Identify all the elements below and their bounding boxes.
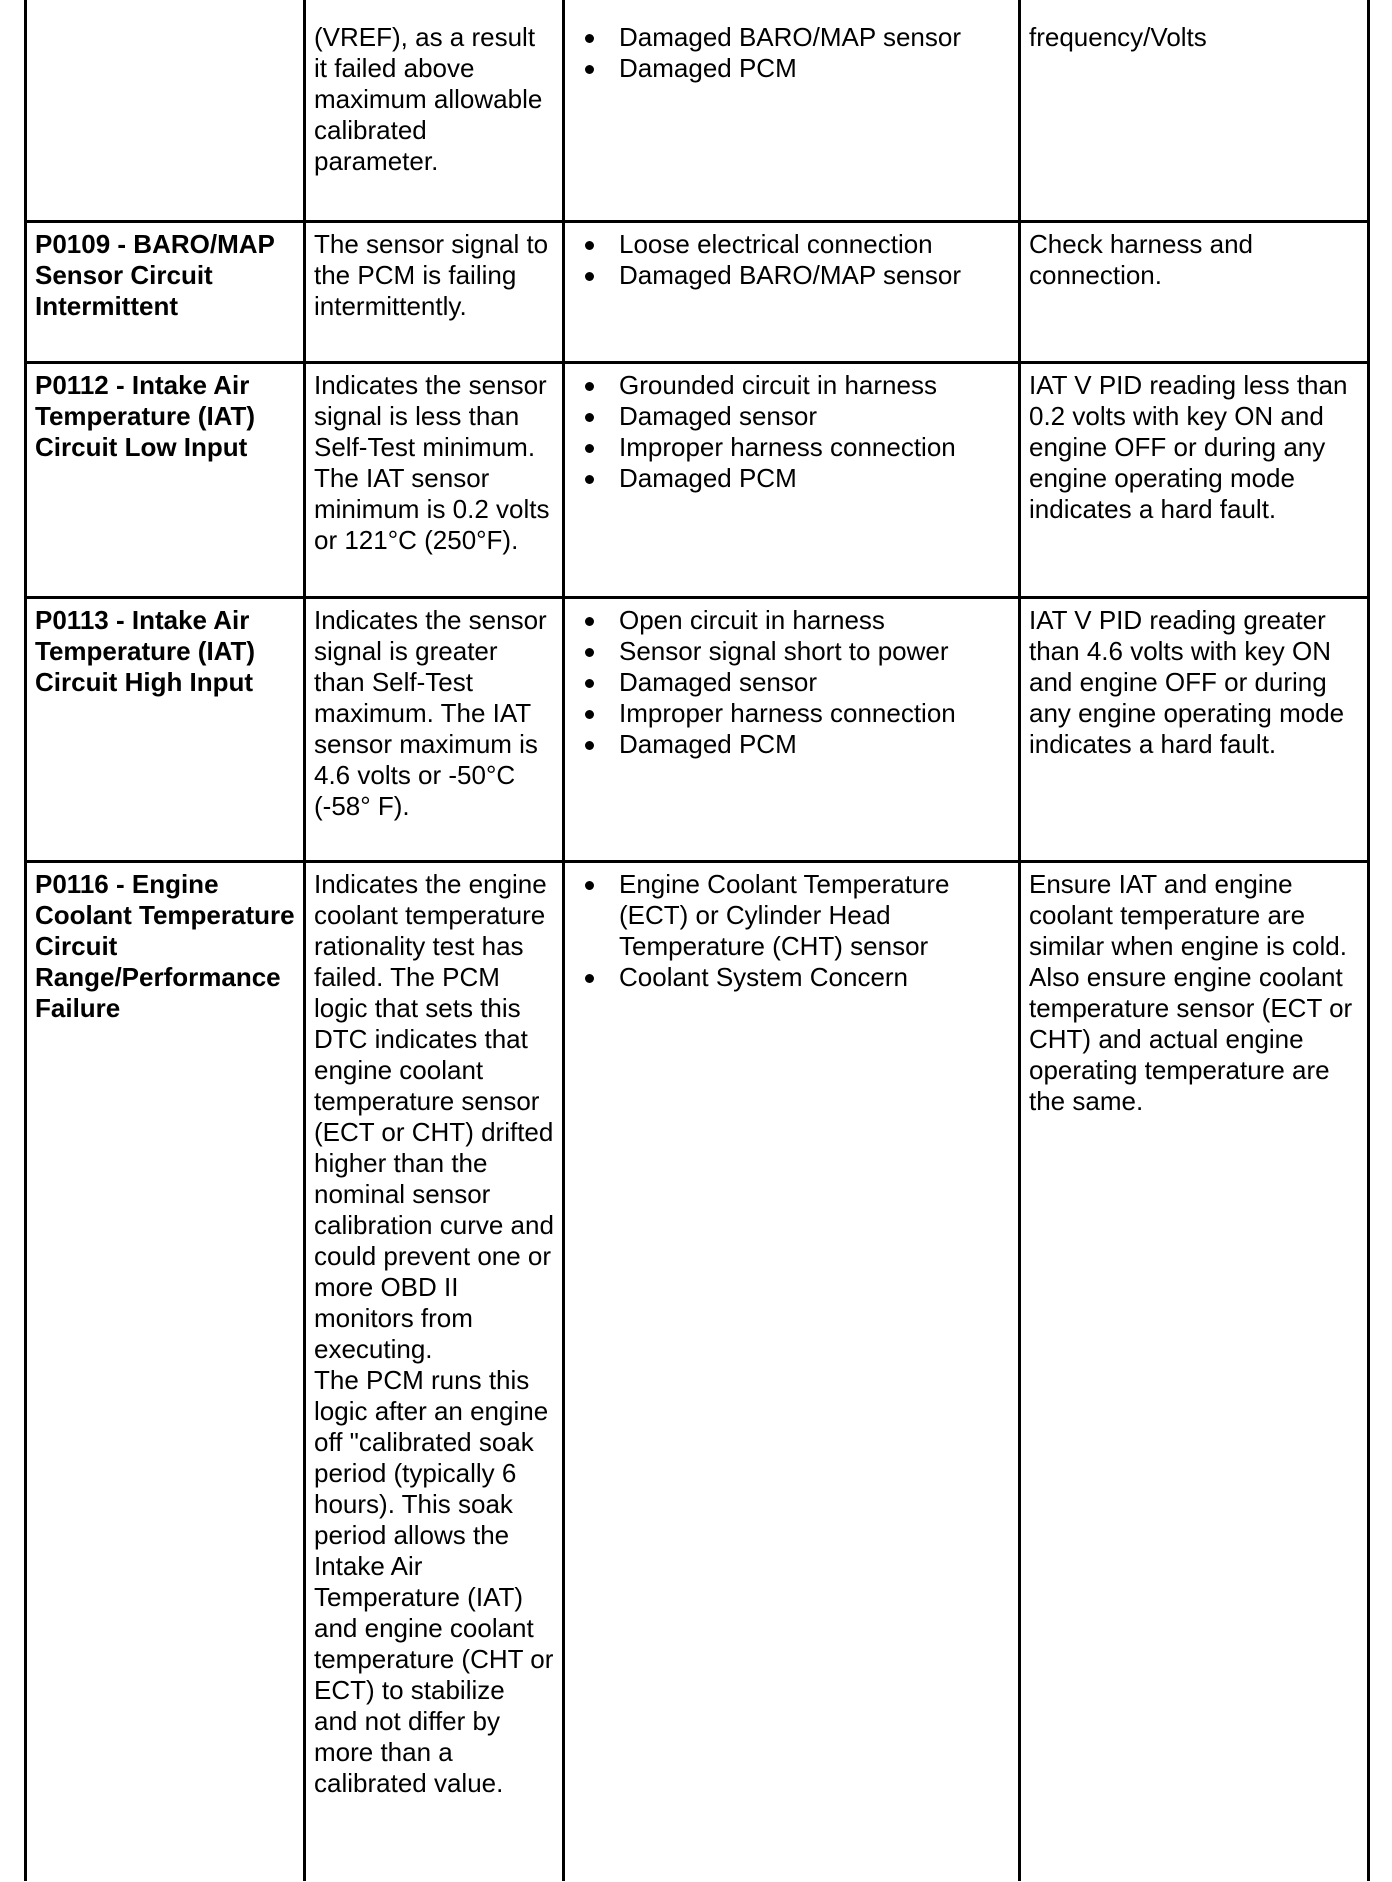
list-item: Damaged BARO/MAP sensor xyxy=(619,260,1010,291)
table-row xyxy=(26,0,1369,221)
causes-cell xyxy=(564,362,1020,597)
description-cell: Indicates the engine coolant temperature rationality test has failed. The PCM logic that sets this DTC indicates that engine coolant temperature sensor (ECT or CHT) drifted higher than the nominal sensor calibration curve and could prevent one or more OBD II monitors from executing. The PCM runs this logic after an engine off "calibrated soak period (typically 6 hours). This soak period allows the Intake Air Temperature (IAT) and engine coolant temperature (CHT or ECT) to stabilize and not differ by more than a calibrated value. xyxy=(305,861,564,1881)
list-item: Improper harness connection xyxy=(619,698,1010,729)
description-cell: The sensor signal to the PCM is failing intermittently. xyxy=(305,221,564,362)
dtc-code-cell: P0113 - Intake Air Temperature (IAT) Circuit High Input xyxy=(26,597,305,861)
causes-list xyxy=(573,605,1010,760)
action-cell: Ensure IAT and engine coolant temperature are similar when engine is cold. Also ensure engine coolant temperature sensor (ECT or CHT) and actual engine operating temperature are the same. xyxy=(1020,861,1369,1881)
action-cell: IAT V PID reading less than 0.2 volts with key ON and engine OFF or during any engine operating mode indicates a hard fault. xyxy=(1020,362,1369,597)
causes-list xyxy=(573,869,1010,993)
list-item: Damaged sensor xyxy=(619,667,1010,698)
table-row xyxy=(26,861,1369,1881)
dtc-code-cell: P0112 - Intake Air Temperature (IAT) Circuit Low Input xyxy=(26,362,305,597)
list-item: Damaged PCM xyxy=(619,463,1010,494)
table-row xyxy=(26,362,1369,597)
list-item: Damaged PCM xyxy=(619,729,1010,760)
list-item: Sensor signal short to power xyxy=(619,636,1010,667)
list-item: Grounded circuit in harness xyxy=(619,370,1010,401)
list-item: Coolant System Concern xyxy=(619,962,1010,993)
list-item: Engine Coolant Temperature (ECT) or Cylinder Head Temperature (CHT) sensor xyxy=(619,869,1010,962)
list-item: Damaged BARO/MAP sensor xyxy=(619,22,1010,53)
list-item: Improper harness connection xyxy=(619,432,1010,463)
description-cell: Indicates the sensor signal is greater than Self-Test maximum. The IAT sensor maximum is 4.6 volts or -50°C (-58° F). xyxy=(305,597,564,861)
action-cell: Check harness and connection. xyxy=(1020,221,1369,362)
list-item: Damaged sensor xyxy=(619,401,1010,432)
causes-cell xyxy=(564,221,1020,362)
table-row xyxy=(26,597,1369,861)
list-item: Damaged PCM xyxy=(619,53,1010,84)
description-cell: Indicates the sensor signal is less than Self-Test minimum. The IAT sensor minimum is 0.2 volts or 121°C (250°F). xyxy=(305,362,564,597)
list-item: Open circuit in harness xyxy=(619,605,1010,636)
causes-list xyxy=(573,370,1010,494)
dtc-code-cell: P0116 - Engine Coolant Temperature Circuit Range/Performance Failure xyxy=(26,861,305,1881)
action-cell: frequency/Volts xyxy=(1020,0,1369,221)
causes-cell xyxy=(564,861,1020,1881)
causes-list xyxy=(573,22,1010,84)
causes-list xyxy=(573,229,1010,291)
dtc-code-cell xyxy=(26,0,305,221)
action-cell: IAT V PID reading greater than 4.6 volts with key ON and engine OFF or during any engine operating mode indicates a hard fault. xyxy=(1020,597,1369,861)
table-row xyxy=(26,221,1369,362)
description-cell: (VREF), as a result it failed above maximum allowable calibrated parameter. xyxy=(305,0,564,221)
causes-cell xyxy=(564,597,1020,861)
dtc-table xyxy=(24,0,1370,1881)
dtc-code-cell: P0109 - BARO/MAP Sensor Circuit Intermittent xyxy=(26,221,305,362)
list-item: Loose electrical connection xyxy=(619,229,1010,260)
causes-cell xyxy=(564,0,1020,221)
